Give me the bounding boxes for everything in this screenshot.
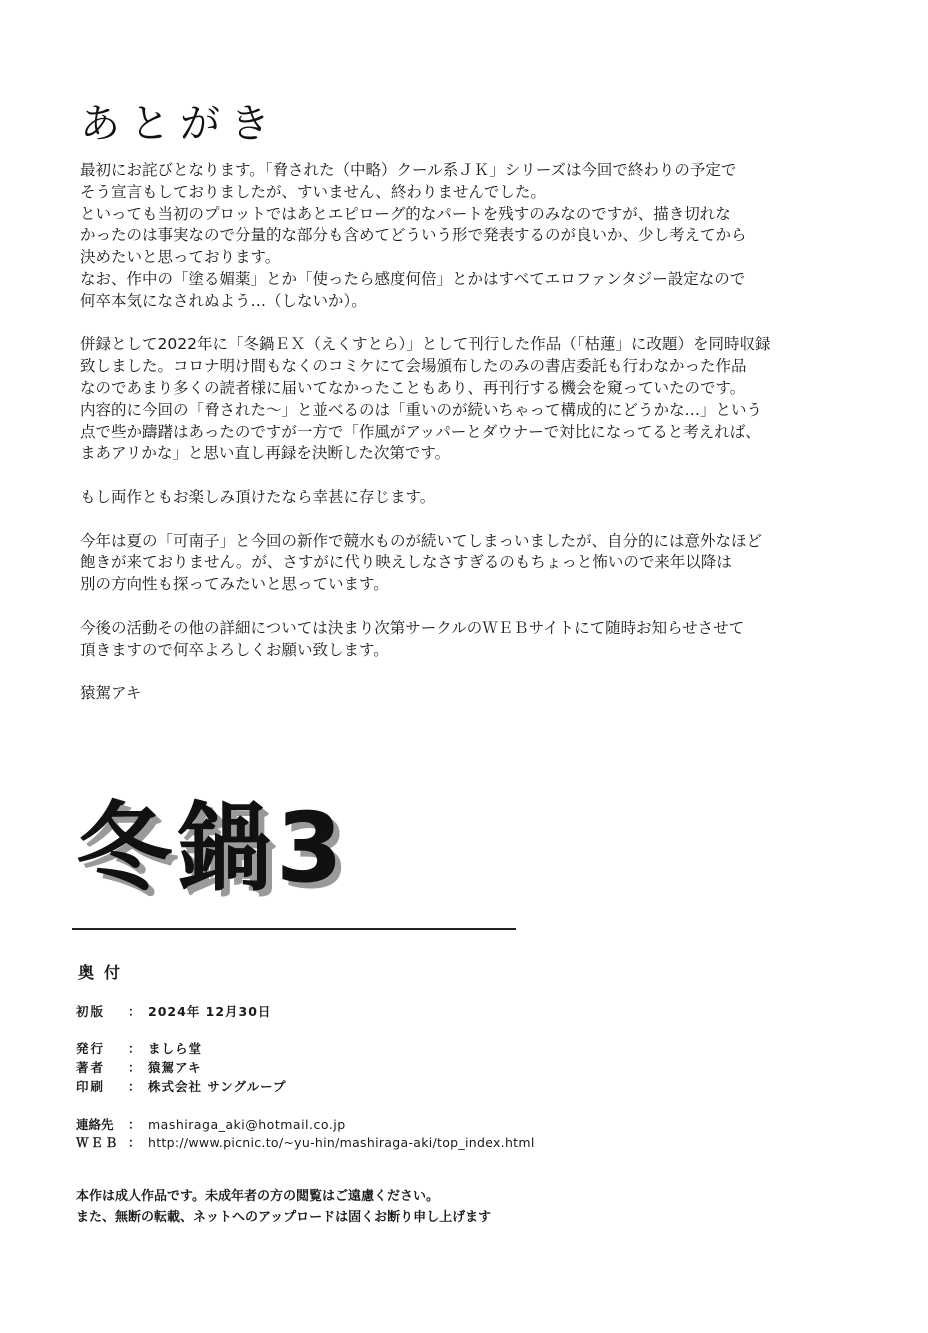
title-logo-text: 冬鍋3 <box>76 792 347 904</box>
afterword-paragraph-1 <box>80 160 870 313</box>
notice-line: また、無断の転載、ネットへのアップロードは固くお断り申し上げます <box>76 1210 492 1225</box>
colophon-separator: ： <box>128 1117 141 1132</box>
colophon-separator: ： <box>128 1135 141 1150</box>
text-line: 決めたいと思っております。 <box>80 248 281 267</box>
text-line: 今後の活動その他の詳細については決まり次第サークルのＷＥＢサイトにて随時お知らせさせて <box>80 618 745 637</box>
divider <box>72 928 516 930</box>
colophon-label: ＷＥＢ <box>76 1135 120 1150</box>
text-line: 猿駕アキ <box>80 684 142 703</box>
colophon-label: 印刷 <box>76 1079 106 1094</box>
afterword-paragraph-3 <box>80 487 870 509</box>
text-line: 今年は夏の「可南子」と今回の新作で競水ものが続いてしまっいましたが、自分的には意外なほど <box>80 531 763 550</box>
text-line: 最初にお詫びとなります。「脅された（中略）クール系ＪＫ」シリーズは今回で終わりの予定で <box>80 161 737 179</box>
text-line: そう宣言もしておりましたが、すいません、終わりませんでした。 <box>80 182 546 201</box>
text-line: まあアリかな」と思い直し再録を決断した次第です。 <box>80 444 451 463</box>
afterword-title: あとがき <box>80 101 280 147</box>
text-line: 致しました。コロナ明け間もなくのコミケにて会場頒布したのみの書店委託も行わなかった作品 <box>80 357 747 376</box>
title-logo <box>76 792 446 915</box>
text-line: 何卒本気になされぬよう…（しないか）。 <box>80 291 367 310</box>
colophon-separator: ： <box>128 1079 141 1094</box>
text-line: 頂きますので何卒よろしくお願い致します。 <box>80 640 389 659</box>
colophon-separator: ： <box>128 1060 141 1075</box>
adult-content-notice <box>76 1186 491 1228</box>
text-line: もし両作ともお楽しみ頂けたなら幸甚に存じます。 <box>80 487 436 506</box>
text-line: 飽きが来ておりません。が、さすがに代り映えしなさすぎるのもちょっと怖いので来年以降は <box>80 553 732 572</box>
colophon-value: 猿駕アキ <box>148 1060 202 1075</box>
notice-line: 本作は成人作品です。未成年者の方の閲覧はご遠慮ください。 <box>76 1189 439 1204</box>
afterword-paragraph-2 <box>80 334 870 465</box>
text-line: なお、作中の「塗る媚薬」とか「使ったら感度何倍」とかはすべてエロファンタジー設定なので <box>80 269 746 288</box>
author-signature <box>80 683 870 705</box>
colophon-title: 奥付 <box>78 963 131 982</box>
afterword-paragraph-5 <box>80 618 870 662</box>
colophon-separator: ： <box>128 1004 141 1019</box>
text-line: 併録として2022年に「冬鍋ＥＸ（えくすとら）」として刊行した作品（「枯蓮」に改題）を同時収録 <box>80 335 771 354</box>
colophon-label: 著者 <box>76 1060 106 1075</box>
website-url-link[interactable]: http://www.picnic.to/~yu-hin/mashiraga-aki/top_index.html <box>148 1135 535 1150</box>
text-line: かったのは事実なので分量的な部分も含めてどういう形で発表するのが良いか、少し考えてから <box>80 226 747 245</box>
text-line: なのであまり多くの読者様に届いてなかったこともあり、再刊行する機会を窺っていたのです。 <box>80 378 746 397</box>
colophon-label: 発行 <box>76 1041 106 1056</box>
text-line: 内容的に今回の「脅された～」と並べるのは「重いのが続いちゃって構成的にどうかな…」という <box>80 400 763 419</box>
text-line: 別の方向性も探ってみたいと思っています。 <box>80 575 389 594</box>
colophon-label: 連絡先 <box>76 1117 114 1132</box>
colophon-value: 2024年 12月30日 <box>148 1004 272 1019</box>
colophon-value: ましら堂 <box>148 1041 203 1056</box>
colophon-value: 株式会社 サングループ <box>148 1079 287 1094</box>
afterword-paragraph-4 <box>80 531 870 596</box>
contact-email-link[interactable]: mashiraga_aki@hotmail.co.jp <box>148 1117 346 1132</box>
colophon-separator: ： <box>128 1041 141 1056</box>
text-line: 点で些か躊躇はあったのですが一方で「作風がアッパーとダウナーで対比になってると考えれば、 <box>80 422 761 441</box>
afterword-body <box>80 160 870 727</box>
text-line: といっても当初のプロットではあとエピローグ的なパートを残すのみなのですが、描き切れな <box>80 204 731 223</box>
colophon-label: 初版 <box>76 1004 106 1019</box>
